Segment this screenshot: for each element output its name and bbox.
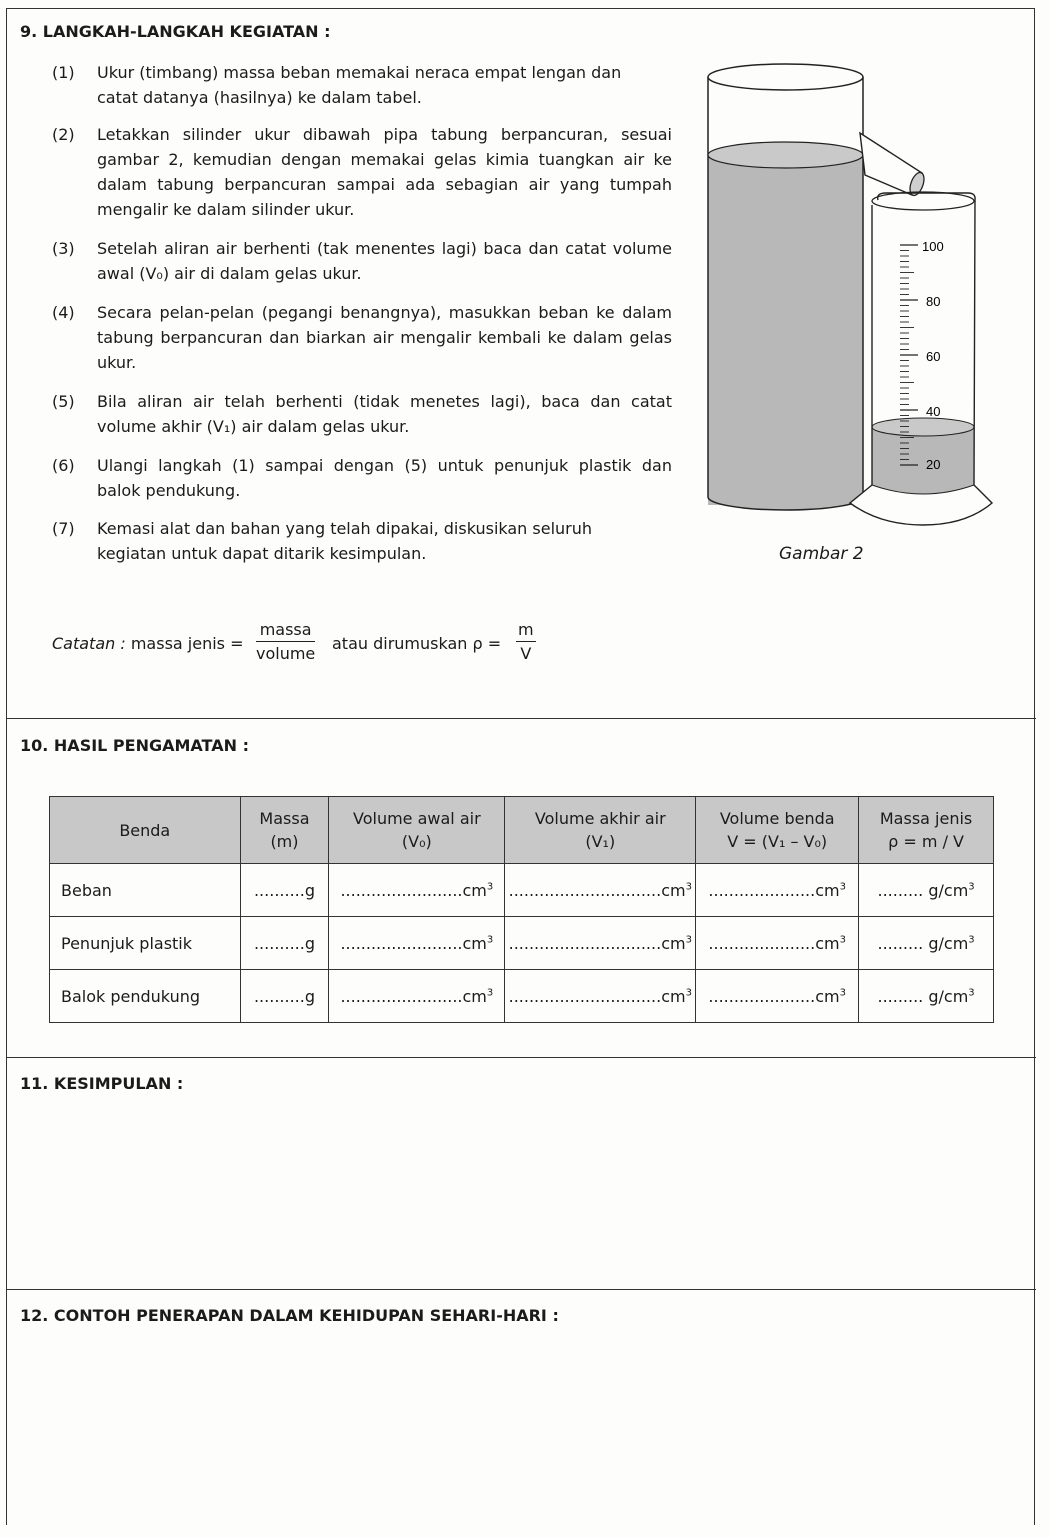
step-5 <box>52 389 672 439</box>
step-2 <box>52 122 672 222</box>
step-4 <box>52 300 672 375</box>
section-10-title: 10. HASIL PENGAMATAN : <box>20 736 249 755</box>
frac-denominator: volume <box>256 644 316 663</box>
table-row <box>50 917 994 970</box>
volume-blank[interactable]: $.....................cm^3$ <box>696 917 859 970</box>
section-12-title: 12. CONTOH PENERAPAN DALAM KEHIDUPAN SEHARI-HARI : <box>20 1306 559 1325</box>
mass-blank[interactable]: ..........g <box>240 970 329 1023</box>
section-11-title: 11. KESIMPULAN : <box>20 1074 184 1093</box>
header-volume-akhir: Volume akhir air (V₁) <box>505 797 696 864</box>
step-text: Kemasi alat dan bahan yang telah dipakai, diskusikan seluruh kegiatan untuk dapat ditarik kesimpulan. <box>97 519 593 563</box>
v1-blank[interactable]: $..............................cm^3$ <box>505 917 696 970</box>
density-blank[interactable]: ......... $g/cm^3$ <box>859 917 994 970</box>
overflow-can <box>708 64 863 510</box>
step-text: Ukur (timbang) massa beban memakai neraca empat lengan dan catat datanya (hasilnya) ke dalam tabel. <box>97 63 622 107</box>
conclusion-area[interactable] <box>20 1100 1020 1280</box>
step-7 <box>52 516 632 566</box>
step-number: (7) <box>52 519 75 538</box>
divider <box>6 1289 1036 1290</box>
step-text: Secara pelan-pelan (pegangi benangnya), masukkan beban ke dalam tabung berpancuran dan biarkan air mengalir kembali ke dalam gelas ukur. <box>97 303 672 372</box>
step-text: Ulangi langkah (1) sampai dengan (5) untuk penunjuk plastik dan balok pendukung. <box>97 456 672 500</box>
v0-blank[interactable]: $........................cm^3$ <box>329 864 505 917</box>
scale-label-100: 100 <box>922 239 944 254</box>
table-row <box>50 864 994 917</box>
note-middle: atau dirumuskan ρ = <box>332 634 502 653</box>
density-blank[interactable]: ......... $g/cm^3$ <box>859 864 994 917</box>
v0-blank[interactable]: $........................cm^3$ <box>329 917 505 970</box>
step-text: Bila aliran air telah berhenti (tidak menetes lagi), baca dan catat volume akhir (V₁) air dalam gelas ukur. <box>97 392 672 436</box>
step-number: (6) <box>52 456 75 475</box>
section-9-title: 9. LANGKAH-LANGKAH KEGIATAN : <box>20 22 331 41</box>
application-area[interactable] <box>20 1335 1020 1515</box>
overflow-can-figure <box>700 55 1000 535</box>
table-header-row <box>50 797 994 864</box>
header-benda: Benda <box>50 797 241 864</box>
row-label: Penunjuk plastik <box>50 917 241 970</box>
volume-blank[interactable]: $.....................cm^3$ <box>696 864 859 917</box>
divider <box>6 718 1036 719</box>
scale-label-40: 40 <box>926 404 941 419</box>
volume-blank[interactable]: $.....................cm^3$ <box>696 970 859 1023</box>
note-label: Catatan : <box>52 634 126 653</box>
row-label: Balok pendukung <box>50 970 241 1023</box>
mass-blank[interactable]: ..........g <box>240 917 329 970</box>
fraction-massa-volume <box>256 620 315 663</box>
step-1 <box>52 60 672 110</box>
frac-denominator: V <box>520 644 532 663</box>
row-label: Beban <box>50 864 241 917</box>
step-text: Setelah aliran air berhenti (tak menentes lagi) baca dan catat volume awal (V₀) air di dalam gelas ukur. <box>97 239 672 283</box>
v0-blank[interactable]: $........................cm^3$ <box>329 970 505 1023</box>
step-3 <box>52 236 672 286</box>
density-blank[interactable]: ......... $g/cm^3$ <box>859 970 994 1023</box>
step-6 <box>52 453 672 503</box>
scale-label-20: 20 <box>926 457 941 472</box>
divider <box>6 1057 1036 1058</box>
scale-label-60: 60 <box>926 349 941 364</box>
observation-table <box>49 796 994 1023</box>
measuring-cylinder <box>850 192 992 525</box>
fraction-m-v <box>516 620 536 663</box>
note-prefix: massa jenis = <box>125 634 244 653</box>
scale-label-80: 80 <box>926 294 941 309</box>
figure-caption: Gambar 2 <box>779 544 864 564</box>
step-text: Letakkan silinder ukur dibawah pipa tabung berpancuran, sesuai gambar 2, kemudian dengan memakai gelas kimia tuangkan air ke dalam tabung berpancuran sampai ada sebagian air yang tumpah mengalir ke dalam silinder ukur. <box>97 125 672 219</box>
step-number: (1) <box>52 63 75 82</box>
header-volume-benda: Volume benda V = (V₁ – V₀) <box>696 797 859 864</box>
header-volume-awal: Volume awal air (V₀) <box>329 797 505 864</box>
mass-blank[interactable]: ..........g <box>240 864 329 917</box>
header-massa: Massa (m) <box>240 797 329 864</box>
frac-numerator: m <box>516 620 536 642</box>
step-number: (4) <box>52 303 75 322</box>
spout-pipe <box>860 133 927 197</box>
v1-blank[interactable]: $..............................cm^3$ <box>505 864 696 917</box>
v1-blank[interactable]: $..............................cm^3$ <box>505 970 696 1023</box>
step-number: (2) <box>52 125 75 144</box>
density-note <box>52 620 572 674</box>
step-number: (3) <box>52 239 75 258</box>
frac-numerator: massa <box>256 620 315 642</box>
step-number: (5) <box>52 392 75 411</box>
header-massa-jenis: Massa jenis ρ = m / V <box>859 797 994 864</box>
table-row <box>50 970 994 1023</box>
